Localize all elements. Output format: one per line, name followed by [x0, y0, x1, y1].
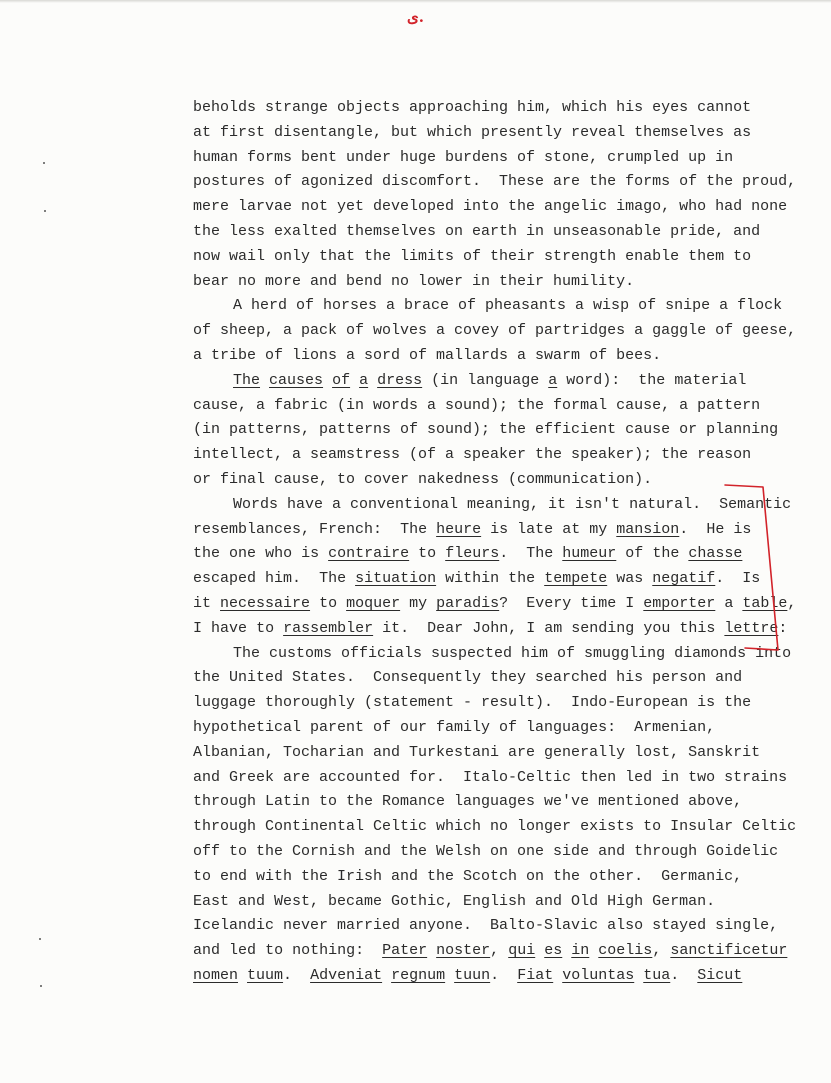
- underlined-word: nomen: [193, 966, 239, 984]
- text-line: cause, a fabric (in words a sound); the formal cause, a pattern: [193, 396, 761, 414]
- underlined-word: The: [233, 371, 261, 389]
- text-line: now wail only that the limits of their strength enable them to: [193, 247, 752, 265]
- underlined-word: mansion: [616, 520, 680, 538]
- underlined-word: tuun: [454, 966, 491, 984]
- underlined-word: a: [548, 371, 558, 389]
- text-line: Albanian, Tocharian and Turkestani are generally lost, Sanskrit: [193, 743, 761, 761]
- page-number-mark: ی.: [407, 8, 424, 26]
- text-line: human forms bent under huge burdens of stone, crumpled up in: [193, 148, 734, 166]
- underlined-word: humeur: [562, 545, 617, 563]
- text-line: luggage thoroughly (statement - result). Indo-European is the: [193, 694, 752, 712]
- text-line: hypothetical parent of our family of languages: Armenian,: [193, 718, 716, 736]
- text-line: at first disentangle, but which presently reveal themselves as: [193, 123, 752, 141]
- text-line: the United States. Consequently they searched his person and: [193, 669, 743, 687]
- text-line: it necessaire to moquer my paradis? Every time I emporter a table,: [193, 594, 797, 612]
- underlined-word: sanctificetur: [670, 942, 788, 960]
- underlined-word: causes: [269, 371, 324, 389]
- text-line: of sheep, a pack of wolves a covey of partridges a gaggle of geese,: [193, 322, 797, 340]
- text-line: I have to rassembler it. Dear John, I am sending you this lettre:: [193, 619, 788, 637]
- text-line: a tribe of lions a sord of mallards a swarm of bees.: [193, 346, 662, 364]
- underlined-word: chasse: [688, 545, 743, 563]
- underlined-word: situation: [355, 570, 437, 588]
- text-line: The customs officials suspected him of smuggling diamonds into: [233, 644, 792, 662]
- underlined-word: lettre: [724, 619, 779, 637]
- text-line: mere larvae not yet developed into the angelic imago, who had none: [193, 198, 788, 216]
- underlined-word: in: [571, 942, 590, 960]
- red-margin-bracket: [715, 482, 788, 662]
- text-line: (in patterns, patterns of sound); the efficient cause or planning: [193, 421, 779, 439]
- text-line: the less exalted themselves on earth in unseasonable pride, and: [193, 222, 761, 240]
- margin-speck: [43, 162, 45, 164]
- underlined-word: negatif: [652, 570, 716, 588]
- underlined-word: Fiat: [517, 966, 554, 984]
- underlined-word: emporter: [643, 594, 716, 612]
- margin-speck: [40, 985, 42, 987]
- text-line: Words have a conventional meaning, it isn't natural. Semantic: [233, 495, 792, 513]
- text-line: postures of agonized discomfort. These are the forms of the proud,: [193, 173, 797, 191]
- text-line: the one who is contraire to fleurs. The humeur of the chasse: [193, 545, 743, 563]
- text-line: bear no more and bend no lower in their humility.: [193, 272, 635, 290]
- text-line: intellect, a seamstress (of a speaker the speaker); the reason: [193, 446, 752, 464]
- underlined-word: es: [544, 942, 563, 960]
- underlined-word: dress: [377, 371, 423, 389]
- underlined-word: of: [332, 371, 351, 389]
- body-text: [193, 96, 797, 989]
- text-line: Icelandic never married anyone. Balto-Slavic also stayed single,: [193, 917, 779, 935]
- text-line: escaped him. The situation within the tempete was negatif. Is: [193, 570, 761, 588]
- underlined-word: heure: [436, 520, 482, 538]
- underlined-word: voluntas: [562, 966, 635, 984]
- text-line: East and West, became Gothic, English and Old High German.: [193, 892, 716, 910]
- text-line: through Latin to the Romance languages we've mentioned above,: [193, 793, 743, 811]
- text-line: to end with the Irish and the Scotch on the other. Germanic,: [193, 867, 743, 885]
- text-line: and Greek are accounted for. Italo-Celtic then led in two strains: [193, 768, 788, 786]
- text-line: and led to nothing: Pater noster, qui es in coelis, sanctificetur: [193, 942, 788, 960]
- text-line: resemblances, French: The heure is late at my mansion. He is: [193, 520, 752, 538]
- text-line: through Continental Celtic which no longer exists to Insular Celtic: [193, 818, 797, 836]
- margin-speck: [44, 210, 46, 212]
- text-line: beholds strange objects approaching him, which his eyes cannot: [193, 99, 752, 116]
- text-line: nomen tuum. Adveniat regnum tuun. Fiat voluntas tua. Sicut: [193, 966, 743, 984]
- margin-speck: [39, 938, 41, 940]
- underlined-word: paradis: [436, 594, 500, 612]
- text-line: The causes of a dress (in language a word): the material: [233, 371, 747, 389]
- underlined-word: a: [359, 371, 369, 389]
- page-edge-shadow: [0, 0, 831, 3]
- underlined-word: tuum: [247, 966, 284, 984]
- underlined-word: moquer: [346, 594, 401, 612]
- underlined-word: rassembler: [283, 619, 374, 637]
- underlined-word: tua: [643, 966, 671, 984]
- underlined-word: noster: [436, 942, 491, 960]
- underlined-word: fleurs: [445, 545, 500, 563]
- underlined-word: contraire: [328, 545, 410, 563]
- underlined-word: qui: [508, 942, 536, 960]
- text-line: A herd of horses a brace of pheasants a wisp of snipe a flock: [233, 297, 783, 315]
- underlined-word: tempete: [544, 570, 608, 588]
- underlined-word: necessaire: [220, 594, 311, 612]
- underlined-word: Adveniat: [310, 966, 383, 984]
- text-line: off to the Cornish and the Welsh on one side and through Goidelic: [193, 842, 779, 860]
- text-line: or final cause, to cover nakedness (communication).: [193, 470, 653, 488]
- underlined-word: Pater: [382, 942, 428, 960]
- underlined-word: table: [742, 594, 788, 612]
- underlined-word: regnum: [391, 966, 446, 984]
- underlined-word: coelis: [598, 942, 653, 960]
- underlined-word: Sicut: [697, 966, 743, 984]
